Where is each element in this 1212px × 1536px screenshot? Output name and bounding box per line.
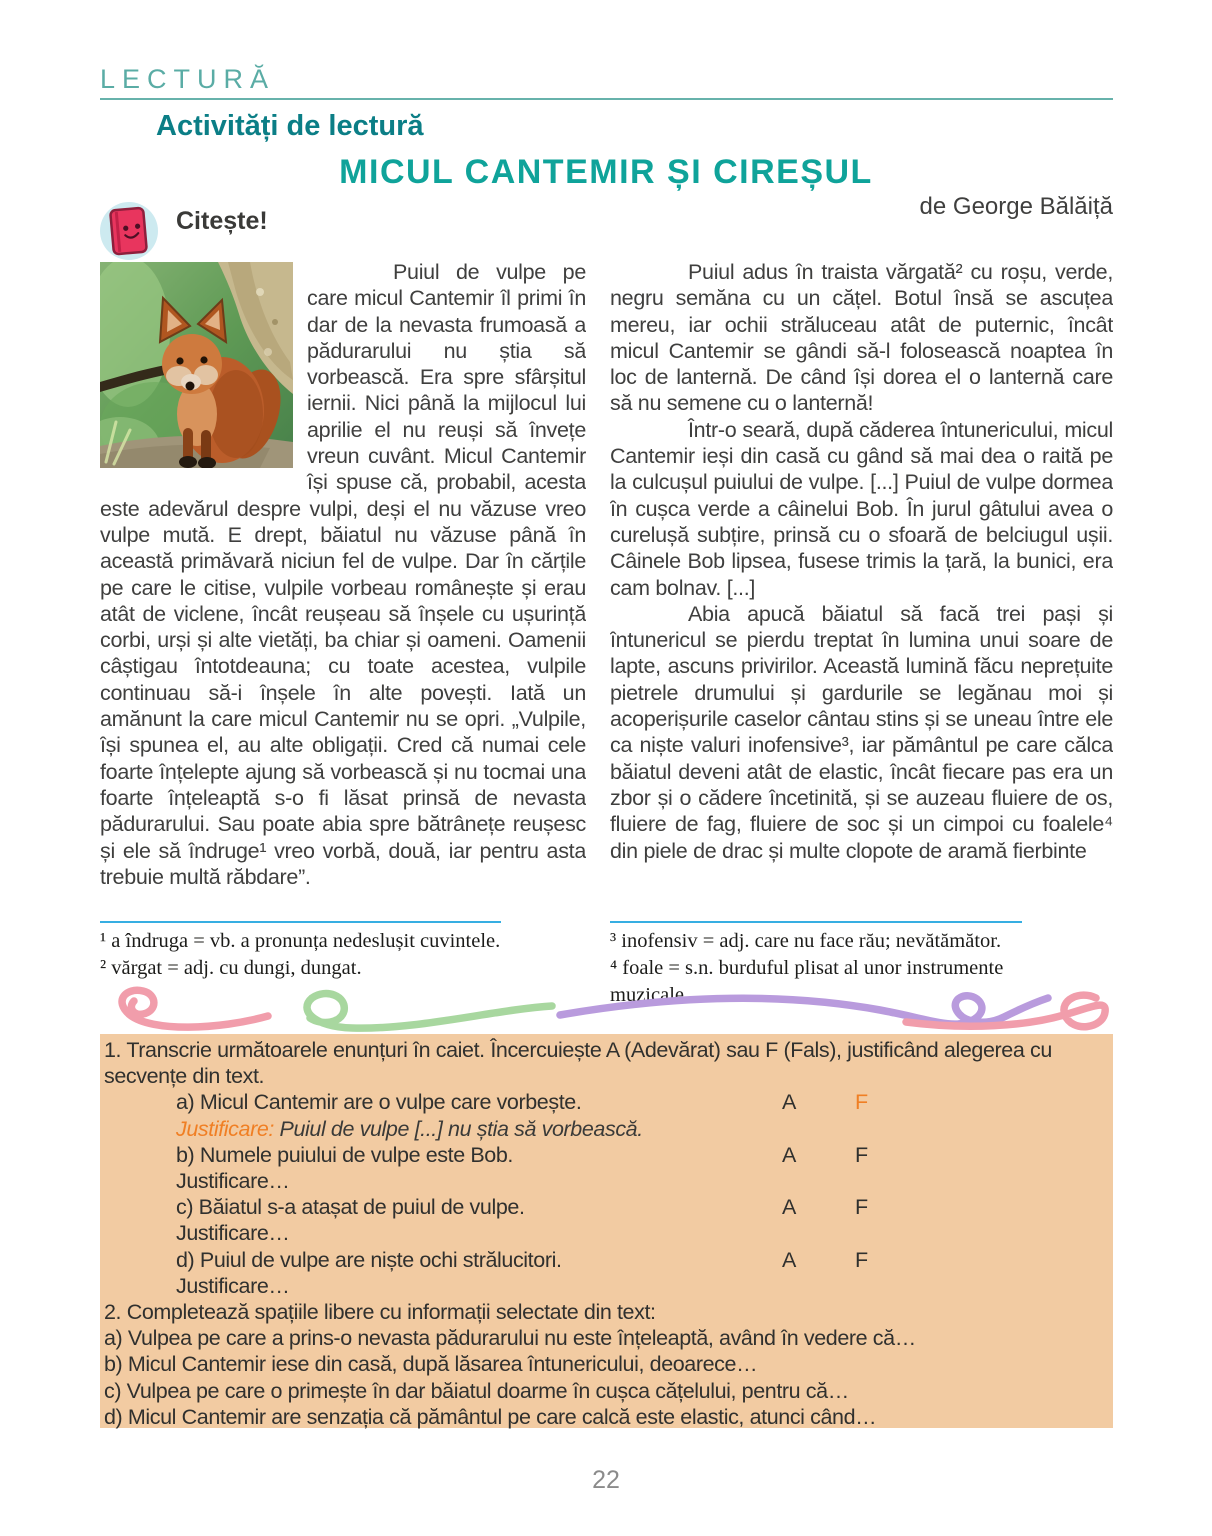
author-byline: de George Bălăiță [919,193,1113,220]
option-true: A [782,1195,796,1220]
exercise2-item-c: c) Vulpea pe care o primește în dar băiatul doarme în cușca cățelului, pentru că… [104,1378,849,1403]
swirl-divider [100,984,1113,1037]
footnote-rule [610,921,1022,923]
exercise1-item-d [176,1247,1108,1273]
page-number: 22 [592,1466,620,1494]
footnote: ³ inofensiv = adj. care nu face rău; nevătămător. [610,930,1002,952]
option-true: A [782,1090,796,1115]
exercise1-item-b [176,1142,1108,1168]
statement: c) Băiatul s-a atașat de puiul de vulpe. [176,1195,525,1220]
footnote-rule [100,921,501,923]
statement: b) Numele puiului de vulpe este Bob. [176,1142,513,1167]
option-false: F [855,1247,868,1272]
option-true: A [782,1247,796,1272]
story-column-left [100,259,586,919]
exercise2-item-b: b) Micul Cantemir iese din casă, după lăsarea întunericului, deoarece… [104,1352,758,1377]
page-title: MICUL CANTEMIR ȘI CIREȘUL [339,153,873,191]
option-false: F [855,1142,868,1167]
justification-d: Justificare… [176,1273,290,1298]
header-rule [100,98,1113,100]
story-paragraph-left: Puiul de vulpe pe care micul Cantemir îl primi în dar de la nevasta frumoasă a pădurarului nu știa să vorbească. Era spre sfârșitul iernii. Nici până la mijlocul lui aprilie el nu reuși să învețe vreun cuvânt. Micul Cantemir își spuse că, probabil, acesta este adevărul despre vulpi, deși el nu văzuse vreo vulpe mută. E drept, băiatul nu văzuse până în această primăvară niciun fel de vulpe. Dar în cărțile pe care le citise, vulpile vorbeau românește și erau atât de viclene, încât reușeau să înșele cu ușurință corbi, urși și alte vietăți, ba chiar și oameni. Oamenii câștigau întotdeauna; cu toate acestea, vulpile continuau să-i înșele în alte povești. Iată un amănunt la care micul Cantemir nu se opri. „Vulpile, își spunea el, au alte obligații. Cred că numai cele foarte înțelepte ajung să vorbească și nu tocmai una foarte înțeleaptă s-o fi lăsat prinsă de nevasta pădurarului. Sau poate abia spre bătrânețe reușesc și ele să îndruge¹ vreo vorbă, două, iar pentru asta trebuie multă răbdare”. [100,260,586,889]
exercise-box [100,1034,1113,1428]
activity-subtitle: Activități de lectură [156,110,424,142]
option-true: A [782,1142,796,1167]
exercise1-intro: 1. Transcrie următoarele enunțuri în caiet. Încercuiește A (Adevărat) sau F (Fals), justificând alegerea cu secvențe din text. [104,1038,1052,1089]
smiling-book-icon [98,197,162,263]
story-paragraph: Într-o seară, după căderea întunericului, micul Cantemir ieși din casă cu gând să mai dea o raită pe la culcușul puiului de vulpe. [...] Puiul de vulpe dormea în cușca verde a câinelui Bob. În jurul gâtului avea o curelușă subțire, prinsă cu o sfoară de belciugul ușii. Câinele Bob lipsea, fusese trimis la țară, la bunici, era cam bolnav. [...] [610,417,1113,600]
exercise2-item-d: d) Micul Cantemir are senzația că pământul pe care calcă este elastic, atunci când… [104,1404,877,1429]
exercise1-item-a [176,1089,1108,1115]
story-column-right [610,259,1113,919]
justification-text: Puiul de vulpe [...] nu știa să vorbească. [279,1116,643,1141]
footnote: ¹ a îndruga = vb. a pronunța nedeslușit cuvintele. [100,930,501,952]
option-false: F [855,1195,868,1220]
justification-c: Justificare… [176,1221,290,1246]
footnote: ⁴ foale = s.n. burduful plisat al unor instrumente muzicale. [610,957,1004,1006]
justification-a [176,1116,1108,1142]
statement: d) Puiul de vulpe are niște ochi strălucitori. [176,1247,562,1272]
justification-b: Justificare… [176,1169,290,1194]
section-label: LECTURĂ [100,64,276,94]
exercise2-intro: 2. Completează spațiile libere cu informații selectate din text: [104,1300,656,1325]
read-cue-label: Citește! [176,207,268,235]
exercise2-item-a: a) Vulpea pe care a prins-o nevasta pădurarului nu este înțeleaptă, având în vedere că… [104,1326,916,1351]
statement: a) Micul Cantemir are o vulpe care vorbește. [176,1090,582,1115]
exercise1-item-c [176,1194,1108,1220]
footnote: ² vărgat = adj. cu dungi, dungat. [100,957,362,979]
justification-label: Justificare: [176,1116,274,1141]
fox-cub-photo [100,262,293,468]
option-false-selected: F [855,1090,868,1115]
footnotes-left [100,921,501,982]
story-paragraph: Abia apucă băiatul să facă trei pași și întunericul se pierdu treptat în lumina unui soare de lapte, ascuns privirilor. Această lumină făcu neprețuite pietrele drumului și gardurile se legănau moi și acoperișurile caselor cântau stins și se uneau între ele ca niște valuri inofensive³, iar pământul pe care călca băiatul deveni atât de elastic, încât fiecare pas era un zbor și o cădere încetinită, și se auzeau fluiere de os, fluiere de fag, fluiere de soc și un cimpoi cu foalele⁴ din piele de drac și multe clopote de aramă fierbinte [610,601,1113,863]
story-paragraph: Puiul adus în traista vărgată² cu roșu, verde, negru semăna cu un cățel. Botul însă se ascuțea mereu, iar ochii străluceau atât de puternic, încât micul Cantemir se gândi să-l folosească noaptea în loc de lanternă. De când își dorea el o lanternă care să nu semene cu o lanternă! [610,260,1113,416]
